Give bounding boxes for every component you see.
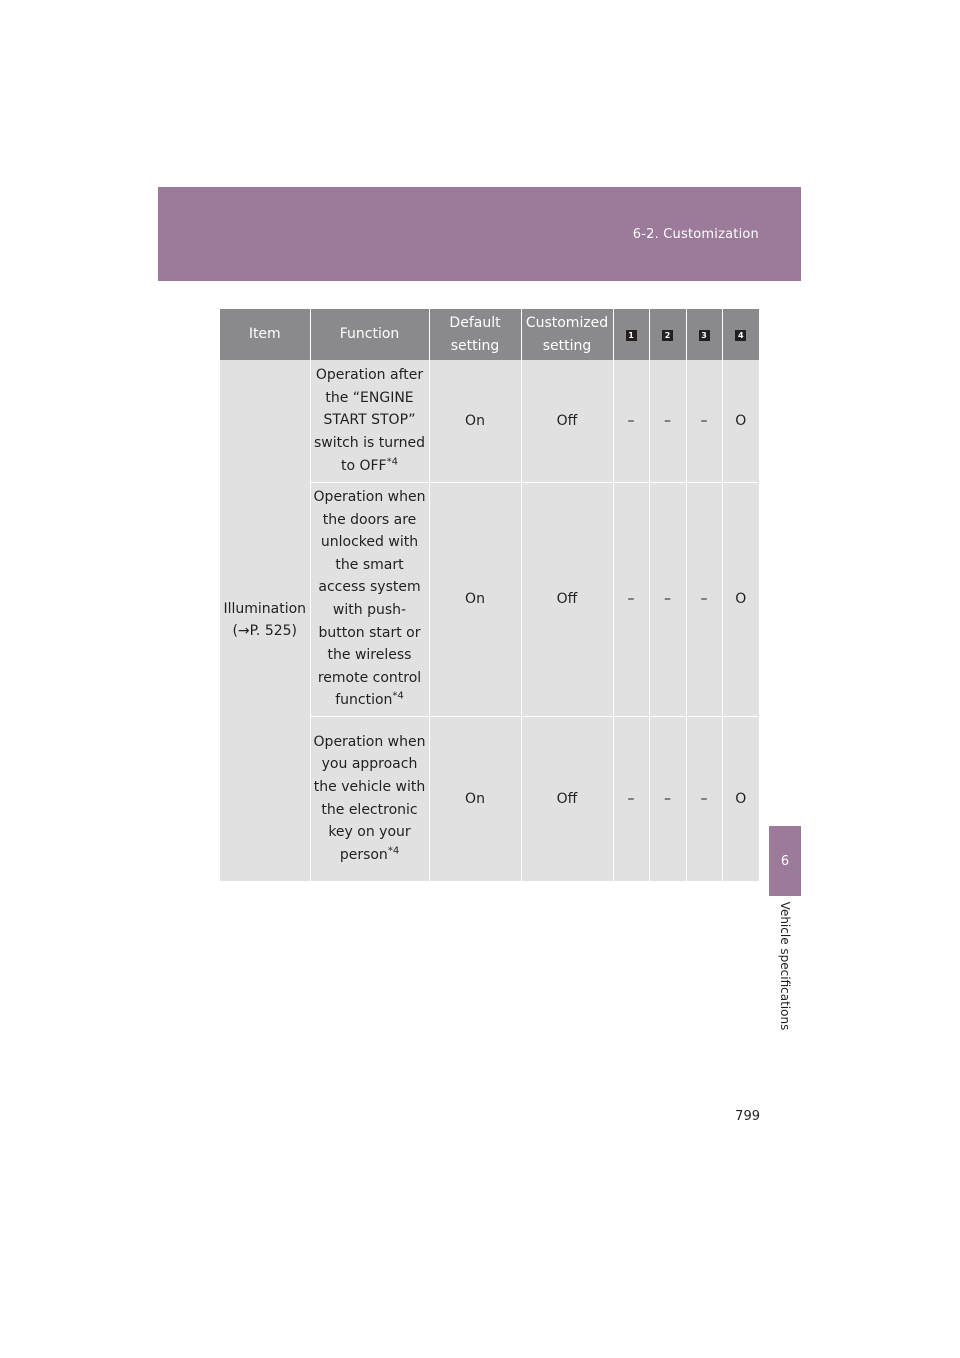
table-header-row [220, 309, 759, 360]
column-header-item: Item [220, 309, 310, 360]
function-cell [310, 716, 429, 881]
footnote-marker: *4 [387, 845, 400, 857]
function-cell [310, 360, 429, 482]
function-cell [310, 482, 429, 716]
footnote-marker: *4 [386, 455, 398, 467]
number-3-icon: 3 [699, 330, 710, 341]
customization-table [220, 309, 759, 882]
column-header-4 [722, 309, 759, 360]
column-header-1 [613, 309, 649, 360]
footnote-marker: *4 [392, 690, 404, 702]
model-2-cell: – [649, 716, 686, 881]
column-header-3 [686, 309, 722, 360]
column-header-2 [649, 309, 686, 360]
model-3-cell: – [686, 360, 722, 482]
function-text: Operation when you approach the vehicle with the electronic key on your person [313, 733, 426, 863]
default-cell: On [429, 716, 521, 881]
chapter-tab: 6 [769, 826, 801, 896]
model-3-cell: – [686, 482, 722, 716]
number-1-icon: 1 [626, 330, 637, 341]
item-cell [220, 360, 310, 881]
customized-cell: Off [521, 360, 613, 482]
default-cell: On [429, 360, 521, 482]
model-1-cell: – [613, 360, 649, 482]
model-2-cell: – [649, 360, 686, 482]
customized-cell: Off [521, 482, 613, 716]
table-row [220, 360, 759, 482]
model-1-cell: – [613, 482, 649, 716]
page-number: 799 [735, 1109, 760, 1124]
customized-cell: Off [521, 716, 613, 881]
function-text: Operation after the “ENGINE START STOP” switch is turned to OFF [313, 367, 426, 474]
model-1-cell: – [613, 716, 649, 881]
section-header [158, 187, 801, 281]
column-header-function: Function [310, 309, 429, 360]
default-cell: On [429, 482, 521, 716]
section-title: 6-2. Customization [632, 227, 759, 242]
model-4-cell: O [722, 360, 759, 482]
item-name: Illumination [223, 601, 307, 618]
column-header-default: Default setting [429, 309, 521, 360]
model-2-cell: – [649, 482, 686, 716]
model-3-cell: – [686, 716, 722, 881]
model-4-cell: O [722, 716, 759, 881]
column-header-customized: Customized setting [521, 309, 613, 360]
model-4-cell: O [722, 482, 759, 716]
item-page-ref: (→P. 525) [232, 623, 298, 640]
number-2-icon: 2 [662, 330, 673, 341]
function-text: Operation when the doors are unlocked with the smart access system with push-button start or the wireless remote control function [313, 489, 426, 709]
number-4-icon: 4 [735, 330, 746, 341]
chapter-label: Vehicle specifications [778, 901, 792, 1031]
